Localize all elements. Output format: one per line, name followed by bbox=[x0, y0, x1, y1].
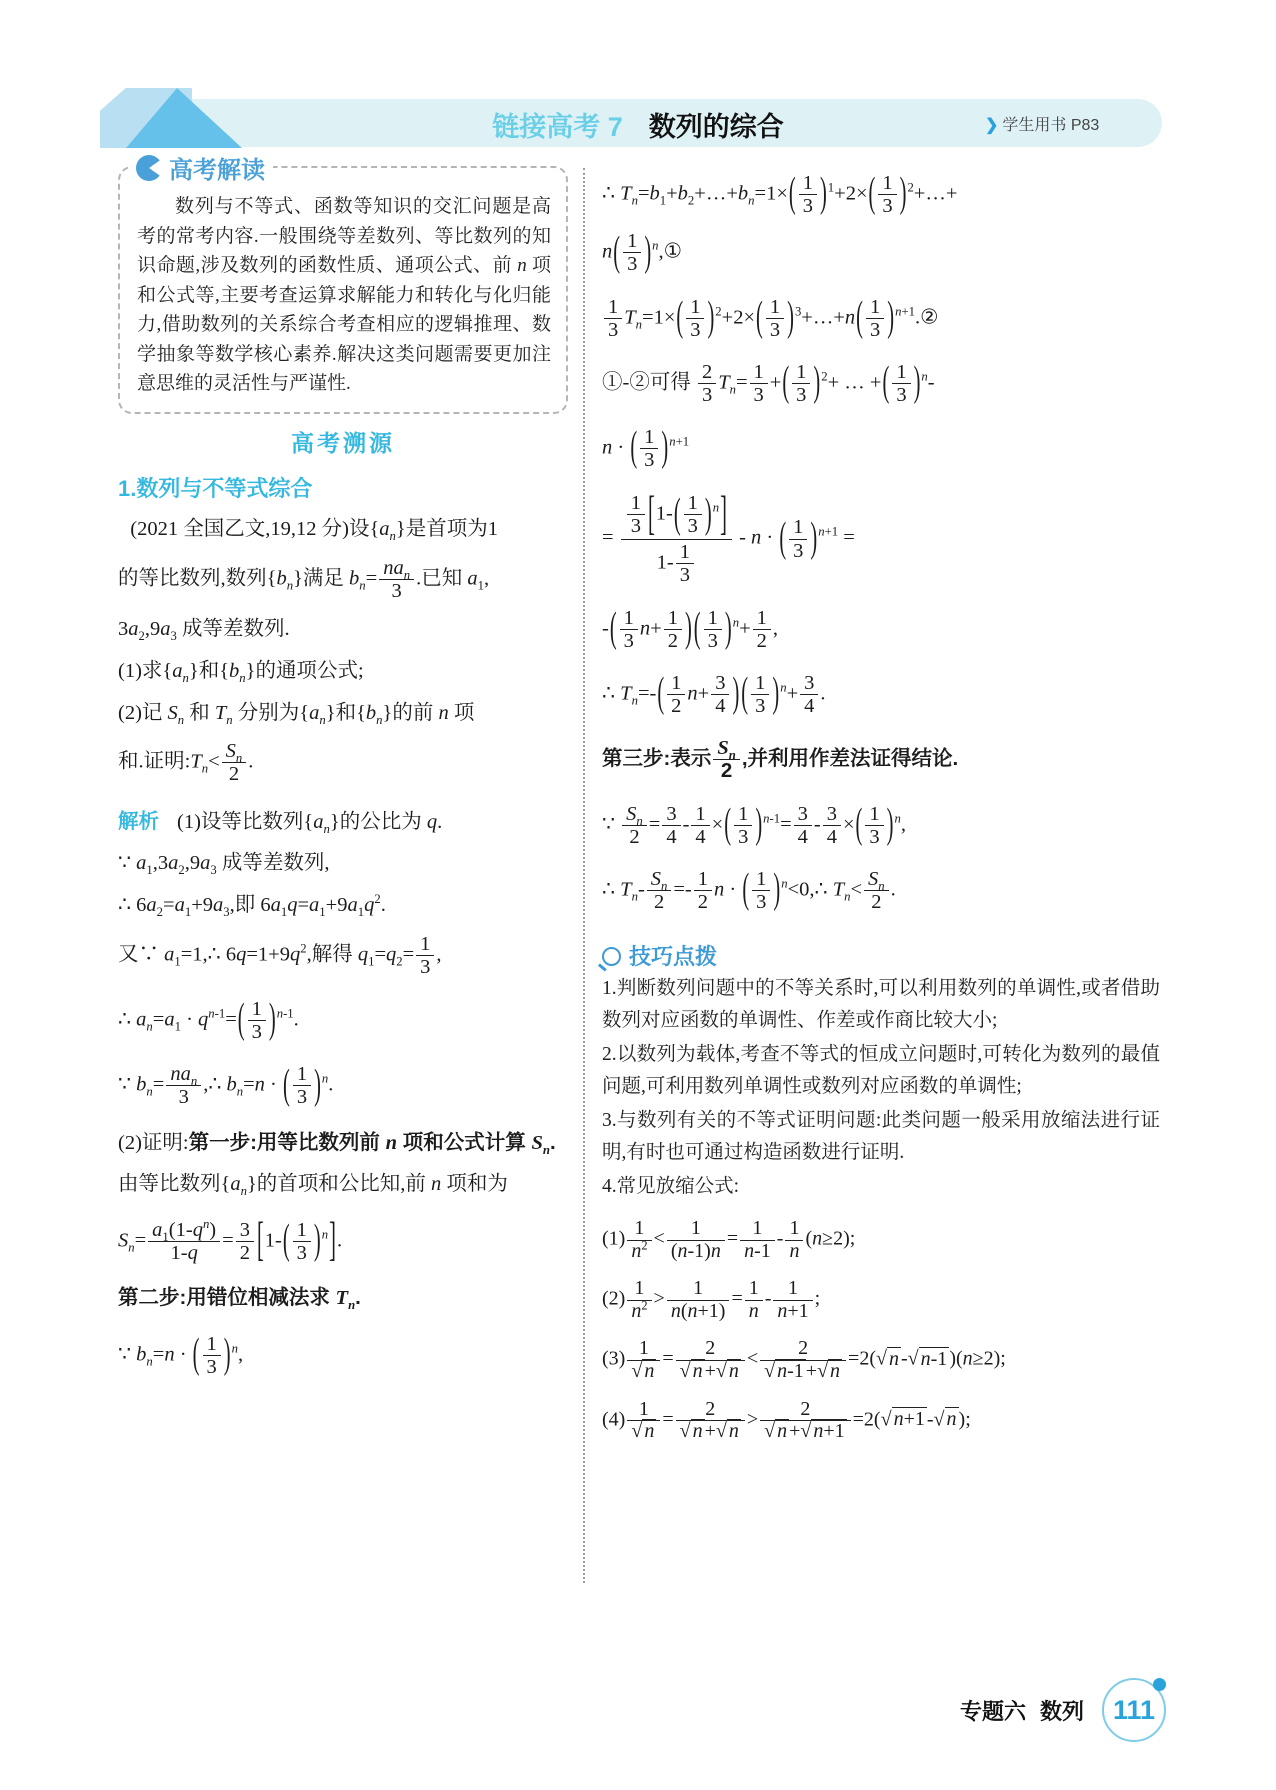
formula-line: n( $\frac{1}{3}$ )$^n$,① bbox=[602, 229, 683, 276]
problem-line: (1)求$\{a_n\}$和$\{b_n\}$的通项公式; bbox=[118, 659, 364, 685]
scaling-formula: (1) $\frac{1}{n^2}$ < $\frac{1}{(n-1)n}$ = $\frac{1}{n-1}$ - $\frac{1}{n}$ (n≥2); bbox=[602, 1217, 856, 1262]
column-divider bbox=[583, 168, 585, 1583]
left-column bbox=[118, 425, 568, 1397]
scaling-formula: (3) $\frac{1}{√ n}$ = $\frac{2}{√ n +√ n}$ < $\frac{2}{√ n-1 +√ n}$ =2(√ n -√ n-1 )(n≥2); bbox=[602, 1337, 1006, 1382]
tips-header bbox=[602, 940, 1160, 971]
student-book-reference bbox=[985, 112, 1099, 135]
analysis-line bbox=[118, 807, 568, 838]
tips-label: 技巧点拨 bbox=[629, 944, 718, 969]
page-footer bbox=[960, 1678, 1166, 1742]
magnifier-icon bbox=[602, 947, 621, 966]
right-column bbox=[602, 160, 1160, 1458]
formula-line: ①-②可得 $\frac{2}{3}$ $T_n=$ $\frac{1}{3}$ +( $\frac{1}{3}$ )$^2$+ … +( $\frac{1}{3}$ )$^n$- bbox=[602, 360, 935, 406]
tips-item: 4.常见放缩公式: bbox=[602, 1176, 740, 1197]
step3-heading: 第三步:表示 $\frac{S_n}{2}$ ,并利用作差法证得结论. bbox=[602, 737, 959, 783]
exam-interpretation-box bbox=[118, 157, 568, 414]
page-number-circle bbox=[1102, 1678, 1166, 1742]
formula-line: ∴ $T_n-$ $\frac{S_n}{2}$ =- $\frac{1}{2}$ n · ( $\frac{1}{3}$ )$^n$<0,∴ $T_n<$ $\frac{S_n}{2}$ . bbox=[602, 867, 896, 913]
analysis-line: ∴ $6a_2=a_1+9a_3$,即 $6a_1q=a_1+9a_1q^2$. bbox=[118, 892, 386, 920]
chevron-icon: ❯ bbox=[985, 117, 999, 134]
analysis-line bbox=[118, 1128, 568, 1159]
problem-line: 的等比数列,数列$\{b_n\}$满足 $b_n=$ $\frac{na_n}{3}$ .已知 $a_1$, bbox=[118, 556, 490, 602]
problem-line: 和.证明$:T_n<$ $\frac{S_n}{2}$ . bbox=[118, 740, 254, 786]
tips-item: 1.判断数列问题中的不等关系时,可以利用数列的单调性,或者借助数列对应函数的单调性、作差或作商比较大小; bbox=[602, 978, 1160, 1031]
footer-topic: 数列 bbox=[1040, 1698, 1085, 1724]
scaling-formula: (2) $\frac{1}{n^2}$ > $\frac{1}{n(n+1)}$ = $\frac{1}{n}$ - $\frac{1}{n+1}$ ; bbox=[602, 1277, 821, 1322]
page-circle-dot bbox=[1153, 1678, 1166, 1691]
topic-heading: 1.数列与不等式综合 bbox=[118, 476, 313, 501]
analysis-line: $S_n=$ $\frac{a_1(1-q^n)}{1-q}$ = $\frac{3}{2}$ [1-( $\frac{1}{3}$ )$^n$]. bbox=[118, 1215, 343, 1267]
page-number: 111 bbox=[1112, 1694, 1156, 1725]
step1-heading: 第一步:用等比数列前 n 项和公式计算 $S_n$. bbox=[188, 1130, 556, 1157]
lesson-title: 数列的综合 bbox=[648, 112, 784, 142]
analysis-line: ∴ $a_n=a_1 \cdot q^{n-1}=$( $\frac{1}{3}$ )$^{n-1}$. bbox=[118, 997, 299, 1044]
formula-line: = $\frac{1}{3}$ [1-( $\frac{1}{3}$ )$^n$] 1- $\frac{1}{3}$ - n · ( $\frac{1}{3}$ )$^{n+1}$ = bbox=[602, 489, 855, 586]
formula-line: n · ( $\frac{1}{3}$ )$^{n+1}$ bbox=[602, 425, 690, 472]
problem-line: $3a_2,9a_3$ 成等差数列. bbox=[118, 618, 290, 644]
exam-interpretation-label: 高考解读 bbox=[169, 157, 265, 184]
footer-section bbox=[960, 1695, 1084, 1726]
formula-line: ∴ $T_n=-$( $\frac{1}{2}$ n+ $\frac{3}{4}$ )( $\frac{1}{3}$ )$^n$+ $\frac{3}{4}$ . bbox=[602, 671, 826, 718]
analysis-line: ∵ $b_n=n$ · ( $\frac{1}{3}$ )$^n$, bbox=[118, 1332, 244, 1379]
tips-item: 3.与数列有关的不等式证明问题:此类问题一般采用放缩法进行证明,有时也可通过构造函数进行证明. bbox=[602, 1110, 1160, 1163]
book-ref-text: 学生用书 P83 bbox=[1002, 117, 1100, 134]
pacman-icon bbox=[136, 155, 162, 181]
analysis-label: 解析 bbox=[118, 809, 159, 833]
tips-item: 2.以数列为载体,考查不等式的恒成立问题时,可转化为数列的最值问题,可利用数列单调性或数列对应函数的单调性; bbox=[602, 1044, 1160, 1097]
problem-line: (2021 全国乙文,19,12 分)设$\{a_n\}$是首项为1 bbox=[130, 518, 498, 544]
analysis-line: 由等比数列$\{a_n\}$的首项和公比知,前 n 项和为 bbox=[118, 1173, 508, 1199]
analysis-line: 又∵ $a_1=1,\therefore$ $6q=1+9q^2$,解得 $q_1=q_2=$ $\frac{1}{3}$ , bbox=[118, 932, 442, 978]
step2-heading: 第二步:用错位相减法求 $T_n$. bbox=[118, 1286, 361, 1313]
scaling-formula: (4) $\frac{1}{√ n}$ = $\frac{2}{√ n +√ n}$ > $\frac{2}{√ n +√ n+1}$ =2(√ n+1 -√ n ); bbox=[602, 1397, 971, 1443]
footer-section-name: 专题六 bbox=[960, 1698, 1027, 1724]
analysis-text: (1)设等比数列$\{a_n\}$的公比为 q. bbox=[177, 810, 443, 836]
proof-prefix: (2)证明: bbox=[118, 1131, 189, 1154]
lesson-tag: 链接高考 7 bbox=[492, 112, 623, 142]
formula-line: ∵ $\frac{S_n}{2}$ = $\frac{3}{4}$ - $\frac{1}{4}$ ×( $\frac{1}{3}$ )$^{n-1}$= $\frac{3}{4}$ - $\frac{3}{4}$ ×( $\frac{1}{3}$ )$^n$, bbox=[602, 801, 906, 848]
formula-line: $\frac{1}{3}$ $T_n=1\times$( $\frac{1}{3}$ )$^2$+2×( $\frac{1}{3}$ )$^3$+…+n( $\frac{1}{3}$ )$^{n+1}$.② bbox=[602, 295, 1160, 342]
analysis-line: ∵ $a_1,3a_2,9a_3$ 成等差数列, bbox=[118, 852, 330, 878]
formula-line: -( $\frac{1}{3}$ n+ $\frac{1}{2}$ )( $\frac{1}{3}$ )$^n$+ $\frac{1}{2}$ , bbox=[602, 606, 778, 652]
analysis-line: ∵ $b_n=$ $\frac{na_n}{3}$ ,∴ $b_n=n$ · ( $\frac{1}{3}$ )$^n$. bbox=[118, 1062, 334, 1109]
exam-interpretation-header bbox=[132, 150, 273, 185]
exam-interpretation-text: 数列与不等式、函数等知识的交汇问题是高考的常考内容.一般围绕等差数列、等比数列的知识命题,涉及数列的函数性质、通项公式、前 n 项和公式等,主要考查运算求解能力和转化与化归能力,借助数列的关系综合考查相应的逻辑推理、数学抽象等数学核心素养.解决这类问题需要更加注意思维的灵活性与严谨性. bbox=[137, 196, 551, 394]
problem-line: (2)记 $S_n$ 和 $T_n$ 分别为$\{a_n\}$和$\{b_n\}$的前 n 项 bbox=[118, 701, 475, 727]
exam-origin-heading: 高考溯源 bbox=[291, 430, 395, 456]
formula-line: ∴ $T_n=b_1+b_2+\dots+b_n=1\times$( $\frac{1}{3}$ )$^1$+2×( $\frac{1}{3}$ )$^2$+…+ bbox=[602, 171, 958, 218]
